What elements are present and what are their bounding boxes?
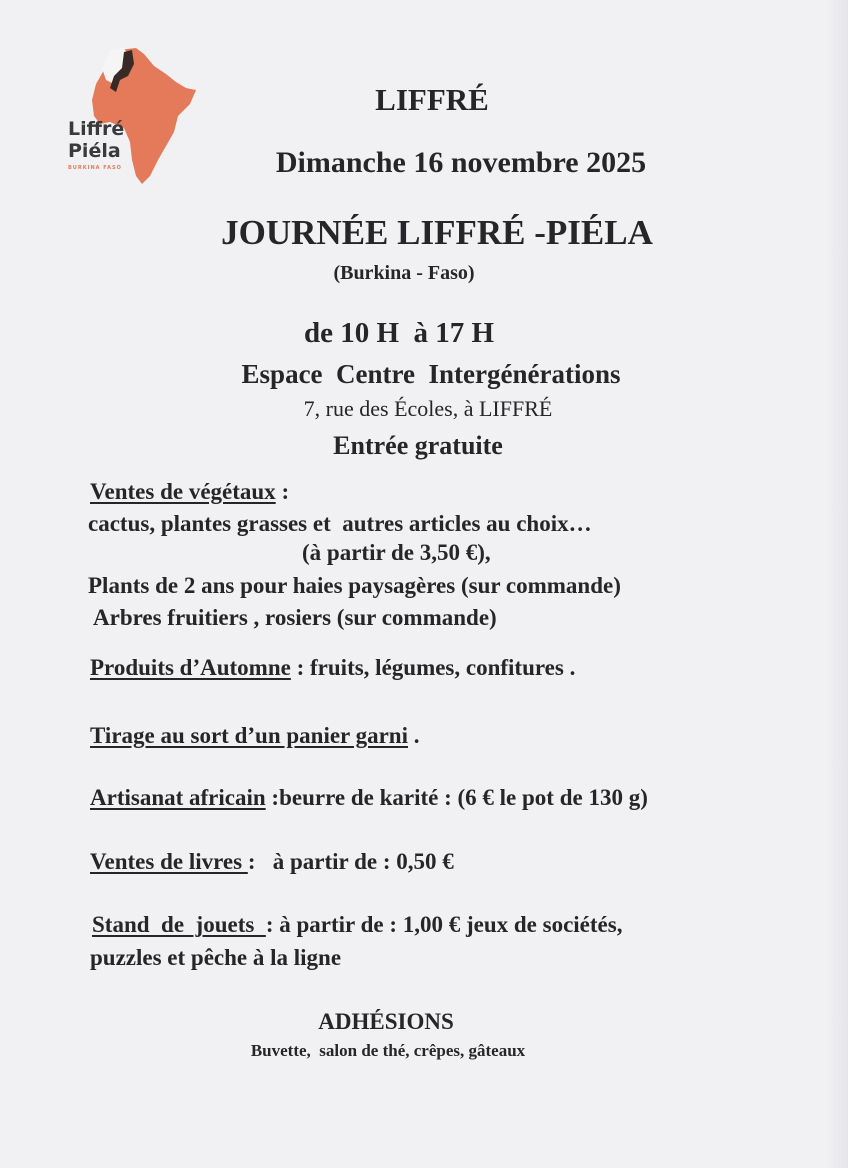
- town-title: LIFFRÉ: [375, 82, 489, 117]
- plants-sep: :: [275, 479, 290, 504]
- section-autumn: [90, 656, 575, 679]
- event-title: JOURNÉE LIFFRÉ -PIÉLA: [221, 213, 653, 252]
- event-address: 7, rue des Écoles, à LIFFRÉ: [303, 396, 553, 421]
- scan-edge: [826, 0, 848, 1168]
- toys-heading: Stand de jouets: [92, 912, 266, 937]
- section-books: [90, 850, 454, 873]
- section-toys: [92, 913, 622, 936]
- plants-line: Arbres fruitiers , rosiers (sur commande): [93, 605, 497, 630]
- plants-line: cactus, plantes grasses et autres articles au choix…: [88, 511, 592, 536]
- toys-text: : à partir de : 1,00 € jeux de sociétés,: [265, 912, 623, 937]
- event-country: (Burkina - Faso): [333, 262, 475, 284]
- crafts-heading: Artisanat africain: [90, 785, 266, 810]
- section-raffle: [90, 724, 420, 747]
- section-crafts: [90, 786, 648, 809]
- event-entry: Entrée gratuite: [333, 431, 503, 460]
- logo-tagline: BURKINA FASO: [68, 165, 122, 171]
- plants-line: (à partir de 3,50 €),: [302, 540, 491, 565]
- section-plants: [90, 480, 289, 503]
- membership: ADHÉSIONS: [318, 1009, 454, 1034]
- refreshments: Buvette, salon de thé, crêpes, gâteaux: [250, 1041, 526, 1060]
- plants-line: Plants de 2 ans pour haies paysagères (sur commande): [88, 573, 621, 598]
- books-heading: Ventes de livres: [90, 849, 248, 874]
- autumn-text: : fruits, légumes, confitures .: [290, 655, 576, 680]
- event-hours: de 10 H à 17 H: [303, 317, 495, 349]
- liffre-piela-logo: [58, 44, 203, 189]
- logo-line-2: Piéla: [68, 140, 121, 162]
- raffle-text: .: [408, 723, 420, 748]
- crafts-text: :beurre de karité : (6 € le pot de 130 g): [265, 785, 648, 810]
- event-venue: Espace Centre Intergénérations: [241, 359, 621, 389]
- books-text: : à partir de : 0,50 €: [247, 849, 454, 874]
- raffle-heading: Tirage au sort d’un panier garni: [90, 723, 408, 748]
- event-date: Dimanche 16 novembre 2025: [275, 146, 647, 179]
- plants-heading: Ventes de végétaux: [90, 479, 276, 504]
- autumn-heading: Produits d’Automne: [90, 655, 291, 680]
- logo-line-1: Liffré: [68, 118, 125, 140]
- toys-line-2: puzzles et pêche à la ligne: [90, 945, 342, 970]
